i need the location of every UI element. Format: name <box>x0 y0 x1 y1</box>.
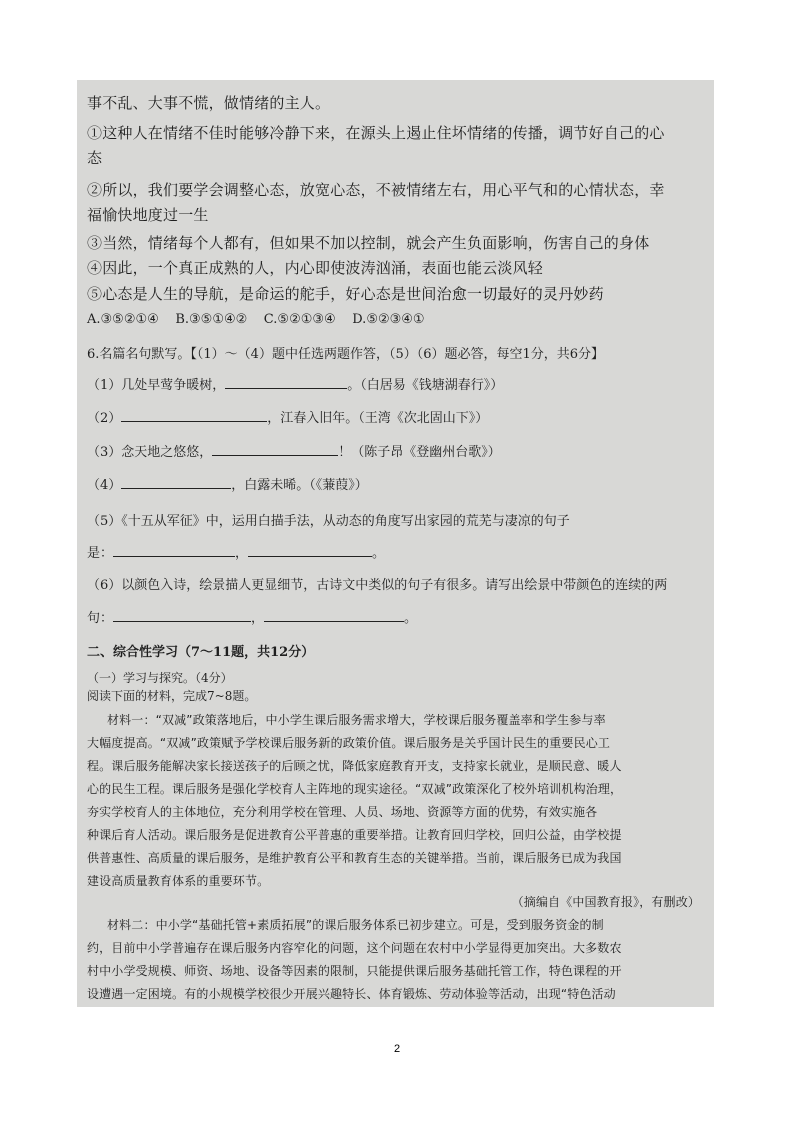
material1-line-4: 心的民生工程。课后服务是强化学校育人主阵地的现实途径。“双减”政策深化了校外培训机构治理， <box>87 782 623 796</box>
material2-line-3: 村中小学受规模、师资、场地、设备等因素的限制，只能提供课后服务基础托管工作，特色课程的开 <box>87 964 622 978</box>
answer-blank-2[interactable] <box>121 407 267 422</box>
q6-item-6-answer <box>87 607 417 626</box>
page-number: 2 <box>393 1043 401 1055</box>
material2-line-4: 设遭遇一定困境。有的小规模学校很少开展兴趣特长、体育锻炼、劳动体验等活动，出现“特色活动 <box>87 987 616 1001</box>
q5-sentence-5: ⑤心态是人生的导航，是命运的舵手，好心态是世间治愈一切最好的灵丹妙药 <box>87 285 604 303</box>
q6-item-5-answer <box>87 542 385 561</box>
q6-item-6: （6）以颜色入诗，绘景描人更显细节，古诗文中类似的句子有很多。请写出绘景中带颜色的连续的两 <box>87 578 668 593</box>
q6-item-1 <box>87 374 503 393</box>
q6-item-5-prefix: 是： <box>87 546 114 561</box>
q5-intro: 事不乱、大事不慌，做情绪的主人。 <box>87 94 331 112</box>
answer-blank-1[interactable] <box>225 374 347 389</box>
q6-item-2 <box>87 407 488 426</box>
q6-item-6-end: 。 <box>404 611 418 626</box>
q5-options: A.③⑤②①④ B.③⑤①④② C.⑤②①③④ D.⑤②③④① <box>87 312 425 327</box>
q5-sentence-1: ①这种人在情绪不佳时能够冷静下来，在源头上遏止住坏情绪的传播，调节好自己的心 <box>87 124 665 142</box>
q6-item-1-suffix: 。（白居易《钱塘湖春行》） <box>347 378 504 393</box>
material2-line-1: 材料二：中小学“基础托管+素质拓展”的课后服务体系已初步建立。可是，受到服务资金的制 <box>107 918 604 932</box>
q6-item-3 <box>87 441 501 460</box>
q5-sentence-3: ③当然，情绪每个人都有，但如果不加以控制，就会产生负面影响，伤害自己的身体 <box>87 234 650 252</box>
answer-blank-5b[interactable] <box>248 542 372 557</box>
q6-item-5: （5）《十五从军征》中，运用白描手法，从动态的角度写出家园的荒芜与凄凉的句子 <box>87 514 570 529</box>
material1-line-3: 程。课后服务能解决家长接送孩子的后顾之忧，降低家庭教育开支，支持家长就业，是顺民意、暖人 <box>87 759 622 773</box>
q6-title: 6.名篇名句默写。【（1）～（4）题中任选两题作答，（5）（6）题必答，每空1分，共6分】 <box>87 347 605 362</box>
answer-blank-3[interactable] <box>212 441 338 456</box>
q5-sentence-1-cont: 态 <box>87 149 103 167</box>
q6-item-3-suffix: ！（陈子昂《登幽州台歌》） <box>338 445 501 460</box>
q6-item-6-sep: ， <box>251 611 265 626</box>
q5-sentence-2: ②所以，我们要学会调整心态，放宽心态，不被情绪左右，用心平气和的心情状态，幸 <box>87 181 665 199</box>
q6-item-4-suffix: ，白露未晞。（《蒹葭》） <box>231 478 368 493</box>
q6-item-5-sep: ， <box>235 546 249 561</box>
material1-line-8: 建设高质量教育体系的重要环节。 <box>87 874 270 888</box>
material1-source: （摘编自《中国教育报》，有删改） <box>511 895 700 909</box>
q6-item-5-end: 。 <box>372 546 386 561</box>
q6-item-2-prefix: （2） <box>87 411 122 426</box>
scanned-page <box>77 80 714 1007</box>
answer-blank-4[interactable] <box>121 474 231 489</box>
material2-line-2: 约，目前中小学普遍存在课后服务内容窄化的问题，这个问题在农村中小学显得更加突出。大多数农 <box>87 941 622 955</box>
answer-blank-5a[interactable] <box>113 542 235 557</box>
q5-sentence-4: ④因此，一个真正成熟的人，内心即使波涛汹涌，表面也能云淡风轻 <box>87 259 544 277</box>
q6-item-6-prefix: 句： <box>87 611 114 626</box>
material1-line-2: 大幅度提高。“双减”政策赋予学校课后服务新的政策价值。课后服务是关乎国计民生的重要民心工 <box>87 736 611 750</box>
q6-item-2-suffix: ，江春入旧年。（王湾《次北固山下》） <box>267 411 489 426</box>
q6-item-3-prefix: （3）念天地之悠悠， <box>87 445 213 460</box>
section2-sub1: （一）学习与探究。（4分） <box>87 671 233 685</box>
material1-line-5: 夯实学校育人的主体地位，充分利用学校在管理、人员、场地、资源等方面的优势，有效实施各 <box>87 805 598 819</box>
material1-line-6: 种课后育人活动。课后服务是促进教育公平普惠的重要举措。让教育回归学校，回归公益，由学校提 <box>87 828 622 842</box>
q6-item-4-prefix: （4） <box>87 478 122 493</box>
section2-read-instruction: 阅读下面的材料，完成7~8题。 <box>87 689 257 703</box>
q5-sentence-2-cont: 福愉快地度过一生 <box>87 206 209 224</box>
material1-line-7: 供普惠性、高质量的课后服务，是维护教育公平和教育生态的关键举措。当前，课后服务已成为我国 <box>87 851 622 865</box>
q6-item-1-prefix: （1）几处早莺争暖树， <box>87 378 226 393</box>
answer-blank-6a[interactable] <box>113 607 251 622</box>
material1-line-1: 材料一：“双减”政策落地后，中小学生课后服务需求增大，学校课后服务覆盖率和学生参与率 <box>107 713 606 727</box>
section2-title: 二、综合性学习（7～11题，共12分） <box>87 645 315 660</box>
q6-item-4 <box>87 474 368 493</box>
answer-blank-6b[interactable] <box>264 607 404 622</box>
